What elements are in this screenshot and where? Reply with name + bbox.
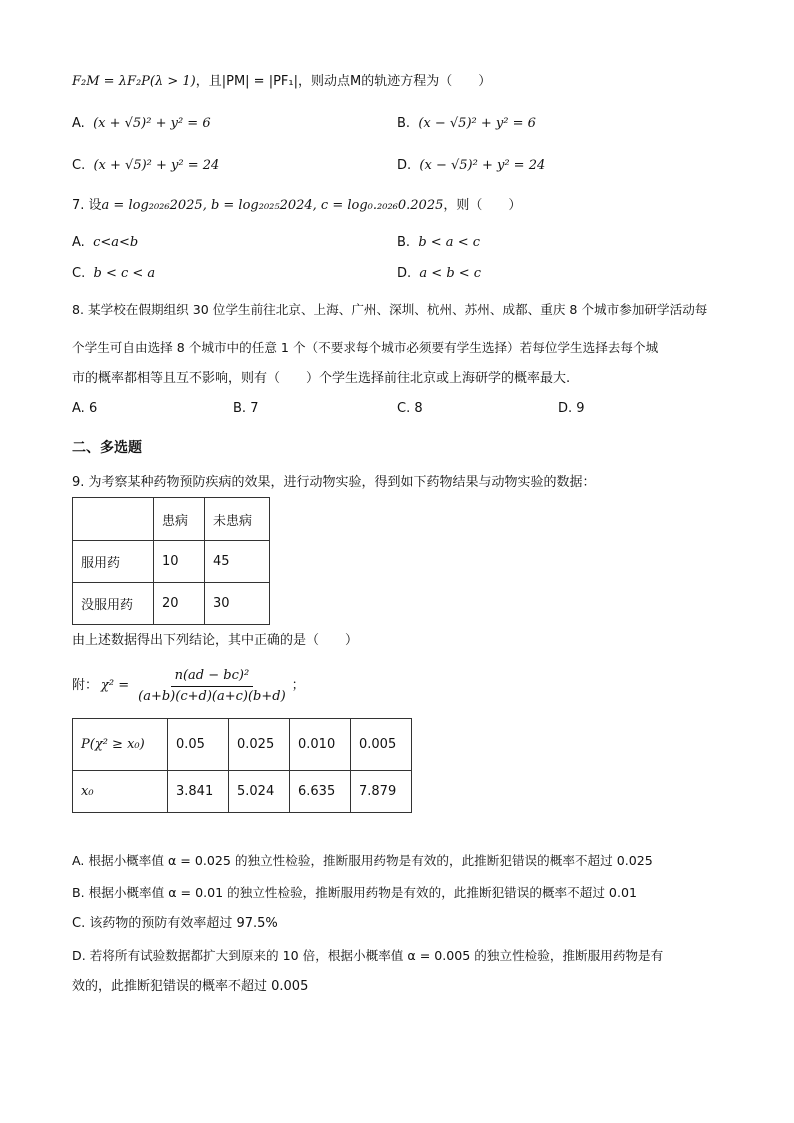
q9-question: 由上述数据得出下列结论，其中正确的是（ ） bbox=[72, 633, 359, 648]
q8-option-c: C. 8 bbox=[397, 401, 423, 416]
q7-expr: a = log₂₀₂₆2025, b = log₂₀₂₅2024, c = log₀.₂₀₂₆0.2025 bbox=[101, 198, 444, 213]
table-cell: 7.879 bbox=[351, 771, 412, 813]
attach-label: 附： bbox=[72, 678, 99, 693]
table-row-label: 没服用药 bbox=[73, 583, 154, 625]
table-cell: 6.635 bbox=[290, 771, 351, 813]
q7-option-a: A. c<a<b bbox=[72, 235, 139, 250]
chi-square-fraction bbox=[134, 667, 290, 706]
table-cell: 0.025 bbox=[229, 719, 290, 771]
q8-line-1: 8. 某学校在假期组织 30 位学生前往北京、上海、广州、深圳、杭州、苏州、成都、重庆 8 个城市参加研学活动每 bbox=[72, 302, 708, 317]
section-heading-multiple-choice: 二、多选题 bbox=[72, 440, 142, 456]
q6-option-c: C. (x + √5)² + y² = 24 bbox=[72, 158, 220, 173]
q9-option-d-line-1: D. 若将所有试验数据都扩大到原来的 10 倍，根据小概率值 α = 0.005 的独立性检验，推断服用药物是有 bbox=[72, 948, 664, 963]
table-cell: 10 bbox=[154, 541, 205, 583]
q6-option-a: A. (x + √5)² + y² = 6 bbox=[72, 116, 211, 131]
table-cell: 45 bbox=[205, 541, 270, 583]
q9-option-a: A. 根据小概率值 α = 0.025 的独立性检验，推断服用药物是有效的，此推断犯错误的概率不超过 0.025 bbox=[72, 853, 653, 868]
table-cell: 0.010 bbox=[290, 719, 351, 771]
table-header: 患病 bbox=[154, 498, 205, 541]
q9-option-b: B. 根据小概率值 α = 0.01 的独立性检验，推断服用药物是有效的，此推断犯错误的概率不超过 0.01 bbox=[72, 885, 637, 900]
table-row-label: P(χ² ≥ x₀) bbox=[73, 719, 168, 771]
q8-option-a: A. 6 bbox=[72, 401, 98, 416]
q8-option-d: D. 9 bbox=[558, 401, 585, 416]
q8-line-3: 市的概率都相等且互不影响，则有（ ）个学生选择前往北京或上海研学的概率最大. bbox=[72, 371, 571, 386]
table-cell: 30 bbox=[205, 583, 270, 625]
fraction-numerator: n(ad − bc)² bbox=[171, 667, 254, 687]
q7-option-c: C. b < c < a bbox=[72, 266, 156, 281]
table-cell: 5.024 bbox=[229, 771, 290, 813]
q9-formula: 附： χ² = $\frac{\text{n(ad − bc)²}}{(a+b)(c+d)(a+c)(b+d)}$ ； bbox=[72, 667, 305, 704]
q7-option-d: D. a < b < c bbox=[397, 266, 482, 281]
table-cell: 20 bbox=[154, 583, 205, 625]
chi-square-lhs: χ² = bbox=[101, 678, 130, 693]
q9-critical-value-table bbox=[72, 718, 412, 813]
q7-option-b: B. b < a < c bbox=[397, 235, 480, 250]
q8-option-b: B. 7 bbox=[233, 401, 259, 416]
q6-stem bbox=[72, 73, 491, 91]
table-header: 未患病 bbox=[205, 498, 270, 541]
q9-option-d-line-2: 效的，此推断犯错误的概率不超过 0.005 bbox=[72, 979, 309, 994]
q9-option-c: C. 该药物的预防有效率超过 97.5% bbox=[72, 916, 278, 931]
q8-line-2: 个学生可自由选择 8 个城市中的任意 1 个（不要求每个城市必须要有学生选择）若每位学生选择去每个城 bbox=[72, 340, 659, 355]
table-cell: 0.05 bbox=[168, 719, 229, 771]
table-row-label: x₀ bbox=[73, 771, 168, 813]
fraction-denominator: (a+b)(c+d)(a+c)(b+d) bbox=[138, 688, 286, 704]
q7-stem: 7. 设a = log₂₀₂₆2025, b = log₂₀₂₅2024, c = log₀.₂₀₂₆0.2025，则（ ） bbox=[72, 198, 522, 213]
q9-stem: 9. 为考察某种药物预防疾病的效果，进行动物实验，得到如下药物结果与动物实验的数据： bbox=[72, 475, 596, 490]
table-cell: 0.005 bbox=[351, 719, 412, 771]
table-cell bbox=[73, 498, 154, 541]
q6-stem-text: ，且|PM| = |PF₁|，则动点M的轨迹方程为（ ） bbox=[195, 74, 492, 89]
q6-vector-expr: F₂M = λF₂P(λ > 1) bbox=[72, 74, 196, 89]
table-row-label: 服用药 bbox=[73, 541, 154, 583]
q6-option-b: B. (x − √5)² + y² = 6 bbox=[397, 116, 536, 131]
table-cell: 3.841 bbox=[168, 771, 229, 813]
q9-data-table bbox=[72, 497, 270, 625]
q6-option-d: D. (x − √5)² + y² = 24 bbox=[397, 158, 546, 173]
